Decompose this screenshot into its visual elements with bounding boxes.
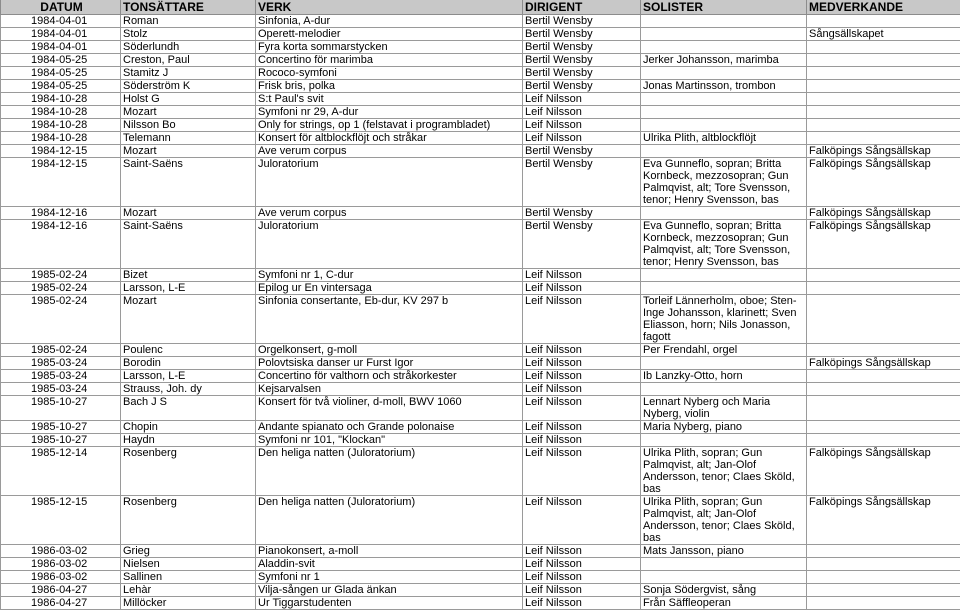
participants-cell <box>807 41 960 54</box>
composer-cell: Strauss, Joh. dy <box>121 383 256 396</box>
composer-cell: Lehàr <box>121 584 256 597</box>
conductor-cell: Leif Nilsson <box>523 396 641 421</box>
participants-cell <box>807 269 960 282</box>
work-cell: Symfoni nr 101, "Klockan" <box>256 434 523 447</box>
date-cell: 1986-03-02 <box>1 545 121 558</box>
soloists-cell <box>641 119 807 132</box>
table-row <box>1 119 960 132</box>
conductor-cell: Leif Nilsson <box>523 597 641 610</box>
soloists-cell: Eva Gunneflo, sopran; Britta Kornbeck, mezzosopran; Gun Palmqvist, alt; Tore Svensson, tenor; Henry Svensson, bas <box>641 220 807 269</box>
work-cell: Konsert för två violiner, d-moll, BWV 1060 <box>256 396 523 421</box>
soloists-cell: Maria Nyberg, piano <box>641 421 807 434</box>
composer-cell: Chopin <box>121 421 256 434</box>
participants-cell <box>807 15 960 28</box>
participants-cell <box>807 80 960 93</box>
participants-cell: Falköpings Sångsällskap <box>807 447 960 496</box>
table-row <box>1 357 960 370</box>
conductor-cell: Leif Nilsson <box>523 447 641 496</box>
participants-cell: Falköpings Sångsällskap <box>807 496 960 545</box>
work-cell: Sinfonia consertante, Eb-dur, KV 297 b <box>256 295 523 344</box>
conductor-cell: Leif Nilsson <box>523 545 641 558</box>
date-cell: 1985-12-14 <box>1 447 121 496</box>
composer-cell: Larsson, L-E <box>121 370 256 383</box>
table-row <box>1 421 960 434</box>
work-cell: Den heliga natten (Juloratorium) <box>256 496 523 545</box>
work-cell: Frisk bris, polka <box>256 80 523 93</box>
table-row <box>1 158 960 207</box>
work-cell: Concertino för marimba <box>256 54 523 67</box>
date-cell: 1985-03-24 <box>1 383 121 396</box>
date-cell: 1986-04-27 <box>1 584 121 597</box>
conductor-cell: Leif Nilsson <box>523 558 641 571</box>
date-cell: 1984-04-01 <box>1 41 121 54</box>
work-cell: Symfoni nr 29, A-dur <box>256 106 523 119</box>
table-row <box>1 597 960 610</box>
conductor-cell: Bertil Wensby <box>523 15 641 28</box>
soloists-cell <box>641 282 807 295</box>
composer-cell: Rosenberg <box>121 447 256 496</box>
conductor-cell: Leif Nilsson <box>523 344 641 357</box>
conductor-cell: Leif Nilsson <box>523 434 641 447</box>
soloists-cell <box>641 207 807 220</box>
participants-cell <box>807 106 960 119</box>
participants-cell <box>807 93 960 106</box>
header-datum: DATUM <box>1 0 121 15</box>
composer-cell: Borodin <box>121 357 256 370</box>
date-cell: 1984-10-28 <box>1 119 121 132</box>
table-row <box>1 558 960 571</box>
conductor-cell: Bertil Wensby <box>523 207 641 220</box>
soloists-cell <box>641 15 807 28</box>
soloists-cell: Ib Lanzky-Otto, horn <box>641 370 807 383</box>
composer-cell: Söderström K <box>121 80 256 93</box>
participants-cell <box>807 370 960 383</box>
date-cell: 1984-05-25 <box>1 67 121 80</box>
composer-cell: Stamitz J <box>121 67 256 80</box>
soloists-cell <box>641 41 807 54</box>
work-cell: Epilog ur En vintersaga <box>256 282 523 295</box>
date-cell: 1986-03-02 <box>1 558 121 571</box>
conductor-cell: Leif Nilsson <box>523 106 641 119</box>
soloists-cell <box>641 434 807 447</box>
table-row <box>1 370 960 383</box>
participants-cell <box>807 132 960 145</box>
soloists-cell <box>641 357 807 370</box>
soloists-cell: Sonja Södergvist, sång <box>641 584 807 597</box>
date-cell: 1984-10-28 <box>1 132 121 145</box>
date-cell: 1986-03-02 <box>1 571 121 584</box>
work-cell: Only for strings, op 1 (felstavat i programbladet) <box>256 119 523 132</box>
composer-cell: Stolz <box>121 28 256 41</box>
work-cell: Polovtsiska danser ur Furst Igor <box>256 357 523 370</box>
composer-cell: Bizet <box>121 269 256 282</box>
table-row <box>1 132 960 145</box>
work-cell: Konsert för altblockflöjt och stråkar <box>256 132 523 145</box>
conductor-cell: Bertil Wensby <box>523 54 641 67</box>
participants-cell <box>807 396 960 421</box>
composer-cell: Larsson, L-E <box>121 282 256 295</box>
participants-cell <box>807 421 960 434</box>
participants-cell <box>807 434 960 447</box>
table-body <box>1 15 960 610</box>
date-cell: 1985-10-27 <box>1 421 121 434</box>
participants-cell <box>807 344 960 357</box>
work-cell: Ave verum corpus <box>256 145 523 158</box>
conductor-cell: Leif Nilsson <box>523 295 641 344</box>
work-cell: Concertino för valthorn och stråkorkester <box>256 370 523 383</box>
soloists-cell: Eva Gunneflo, sopran; Britta Kornbeck, mezzosopran; Gun Palmqvist, alt; Tore Svensson, tenor; Henry Svensson, bas <box>641 158 807 207</box>
participants-cell <box>807 282 960 295</box>
conductor-cell: Leif Nilsson <box>523 496 641 545</box>
soloists-cell: Mats Jansson, piano <box>641 545 807 558</box>
composer-cell: Saint-Saëns <box>121 158 256 207</box>
soloists-cell <box>641 145 807 158</box>
work-cell: Juloratorium <box>256 220 523 269</box>
composer-cell: Telemann <box>121 132 256 145</box>
work-cell: Symfoni nr 1 <box>256 571 523 584</box>
table-row <box>1 282 960 295</box>
composer-cell: Nielsen <box>121 558 256 571</box>
header-tonsattare: TONSÄTTARE <box>121 0 256 15</box>
soloists-cell: Jerker Johansson, marimba <box>641 54 807 67</box>
soloists-cell <box>641 571 807 584</box>
soloists-cell: Jonas Martinsson, trombon <box>641 80 807 93</box>
conductor-cell: Leif Nilsson <box>523 132 641 145</box>
table-row <box>1 584 960 597</box>
soloists-cell <box>641 28 807 41</box>
table-row <box>1 28 960 41</box>
table-row <box>1 54 960 67</box>
date-cell: 1985-12-15 <box>1 496 121 545</box>
soloists-cell <box>641 558 807 571</box>
composer-cell: Haydn <box>121 434 256 447</box>
participants-cell <box>807 597 960 610</box>
conductor-cell: Bertil Wensby <box>523 67 641 80</box>
conductor-cell: Bertil Wensby <box>523 158 641 207</box>
composer-cell: Nilsson Bo <box>121 119 256 132</box>
participants-cell: Falköpings Sångsällskap <box>807 145 960 158</box>
soloists-cell: Per Frendahl, orgel <box>641 344 807 357</box>
composer-cell: Creston, Paul <box>121 54 256 67</box>
composer-cell: Bach J S <box>121 396 256 421</box>
conductor-cell: Leif Nilsson <box>523 269 641 282</box>
date-cell: 1984-12-16 <box>1 207 121 220</box>
work-cell: Kejsarvalsen <box>256 383 523 396</box>
participants-cell: Falköpings Sångsällskap <box>807 357 960 370</box>
soloists-cell: Torleif Lännerholm, oboe; Sten-Inge Johansson, klarinett; Sven Eliasson, horn; Nils Jonasson, fagott <box>641 295 807 344</box>
table-row <box>1 434 960 447</box>
composer-cell: Millöcker <box>121 597 256 610</box>
table-row <box>1 344 960 357</box>
conductor-cell: Bertil Wensby <box>523 28 641 41</box>
participants-cell <box>807 584 960 597</box>
table-row <box>1 571 960 584</box>
work-cell: Vilja-sången ur Glada änkan <box>256 584 523 597</box>
work-cell: Fyra korta sommarstycken <box>256 41 523 54</box>
participants-cell <box>807 119 960 132</box>
table-row <box>1 106 960 119</box>
date-cell: 1985-03-24 <box>1 370 121 383</box>
conductor-cell: Bertil Wensby <box>523 80 641 93</box>
soloists-cell <box>641 106 807 119</box>
header-solister: SOLISTER <box>641 0 807 15</box>
conductor-cell: Leif Nilsson <box>523 383 641 396</box>
participants-cell: Falköpings Sångsällskap <box>807 158 960 207</box>
table-row <box>1 220 960 269</box>
work-cell: Juloratorium <box>256 158 523 207</box>
work-cell: Sinfonia, A-dur <box>256 15 523 28</box>
soloists-cell <box>641 269 807 282</box>
work-cell: Orgelkonsert, g-moll <box>256 344 523 357</box>
conductor-cell: Leif Nilsson <box>523 584 641 597</box>
participants-cell <box>807 295 960 344</box>
composer-cell: Mozart <box>121 207 256 220</box>
conductor-cell: Bertil Wensby <box>523 145 641 158</box>
table-row <box>1 67 960 80</box>
date-cell: 1984-12-15 <box>1 145 121 158</box>
work-cell: Pianokonsert, a-moll <box>256 545 523 558</box>
work-cell: Rococo-symfoni <box>256 67 523 80</box>
soloists-cell <box>641 67 807 80</box>
conductor-cell: Leif Nilsson <box>523 421 641 434</box>
date-cell: 1985-02-24 <box>1 282 121 295</box>
work-cell: Ur Tiggarstudenten <box>256 597 523 610</box>
date-cell: 1984-12-15 <box>1 158 121 207</box>
soloists-cell: Ulrika Plith, sopran; Gun Palmqvist, alt; Jan-Olof Andersson, tenor; Claes Sköld, bas <box>641 496 807 545</box>
date-cell: 1985-02-24 <box>1 344 121 357</box>
table-row <box>1 447 960 496</box>
conductor-cell: Leif Nilsson <box>523 571 641 584</box>
date-cell: 1984-04-01 <box>1 15 121 28</box>
conductor-cell: Leif Nilsson <box>523 93 641 106</box>
composer-cell: Holst G <box>121 93 256 106</box>
composer-cell: Roman <box>121 15 256 28</box>
header-verk: VERK <box>256 0 523 15</box>
soloists-cell <box>641 93 807 106</box>
table-row <box>1 207 960 220</box>
date-cell: 1984-05-25 <box>1 54 121 67</box>
table-row <box>1 269 960 282</box>
soloists-cell: Lennart Nyberg och Maria Nyberg, violin <box>641 396 807 421</box>
header-medverkande: MEDVERKANDE <box>807 0 960 15</box>
composer-cell: Mozart <box>121 106 256 119</box>
participants-cell: Sångsällskapet <box>807 28 960 41</box>
work-cell: S:t Paul's svit <box>256 93 523 106</box>
table-row <box>1 383 960 396</box>
date-cell: 1985-10-27 <box>1 434 121 447</box>
table-row <box>1 41 960 54</box>
work-cell: Symfoni nr 1, C-dur <box>256 269 523 282</box>
date-cell: 1985-02-24 <box>1 269 121 282</box>
conductor-cell: Leif Nilsson <box>523 357 641 370</box>
date-cell: 1984-10-28 <box>1 93 121 106</box>
date-cell: 1984-05-25 <box>1 80 121 93</box>
conductor-cell: Bertil Wensby <box>523 41 641 54</box>
date-cell: 1985-10-27 <box>1 396 121 421</box>
table-row <box>1 93 960 106</box>
participants-cell <box>807 67 960 80</box>
composer-cell: Mozart <box>121 145 256 158</box>
participants-cell <box>807 558 960 571</box>
soloists-cell: Ulrika Plith, altblockflöjt <box>641 132 807 145</box>
conductor-cell: Leif Nilsson <box>523 119 641 132</box>
table-row <box>1 15 960 28</box>
composer-cell: Sallinen <box>121 571 256 584</box>
composer-cell: Rosenberg <box>121 496 256 545</box>
participants-cell <box>807 383 960 396</box>
work-cell: Den heliga natten (Juloratorium) <box>256 447 523 496</box>
soloists-cell: Ulrika Plith, sopran; Gun Palmqvist, alt; Jan-Olof Andersson, tenor; Claes Sköld, bas <box>641 447 807 496</box>
date-cell: 1984-12-16 <box>1 220 121 269</box>
table-row <box>1 295 960 344</box>
date-cell: 1984-10-28 <box>1 106 121 119</box>
participants-cell <box>807 545 960 558</box>
composer-cell: Mozart <box>121 295 256 344</box>
composer-cell: Grieg <box>121 545 256 558</box>
composer-cell: Söderlundh <box>121 41 256 54</box>
table-header <box>1 0 960 15</box>
conductor-cell: Leif Nilsson <box>523 370 641 383</box>
work-cell: Aladdin-svit <box>256 558 523 571</box>
soloists-cell <box>641 383 807 396</box>
date-cell: 1984-04-01 <box>1 28 121 41</box>
participants-cell: Falköpings Sångsällskap <box>807 220 960 269</box>
date-cell: 1986-04-27 <box>1 597 121 610</box>
table-row <box>1 496 960 545</box>
conductor-cell: Bertil Wensby <box>523 220 641 269</box>
composer-cell: Poulenc <box>121 344 256 357</box>
date-cell: 1985-03-24 <box>1 357 121 370</box>
header-dirigent: DIRIGENT <box>523 0 641 15</box>
participants-cell <box>807 54 960 67</box>
work-cell: Andante spianato och Grande polonaise <box>256 421 523 434</box>
participants-cell: Falköpings Sångsällskap <box>807 207 960 220</box>
table-row <box>1 145 960 158</box>
work-cell: Ave verum corpus <box>256 207 523 220</box>
participants-cell <box>807 571 960 584</box>
work-cell: Operett-melodier <box>256 28 523 41</box>
composer-cell: Saint-Saëns <box>121 220 256 269</box>
table-row <box>1 80 960 93</box>
table-row <box>1 396 960 421</box>
date-cell: 1985-02-24 <box>1 295 121 344</box>
soloists-cell: Från Säffleoperan <box>641 597 807 610</box>
conductor-cell: Leif Nilsson <box>523 282 641 295</box>
table-row <box>1 545 960 558</box>
